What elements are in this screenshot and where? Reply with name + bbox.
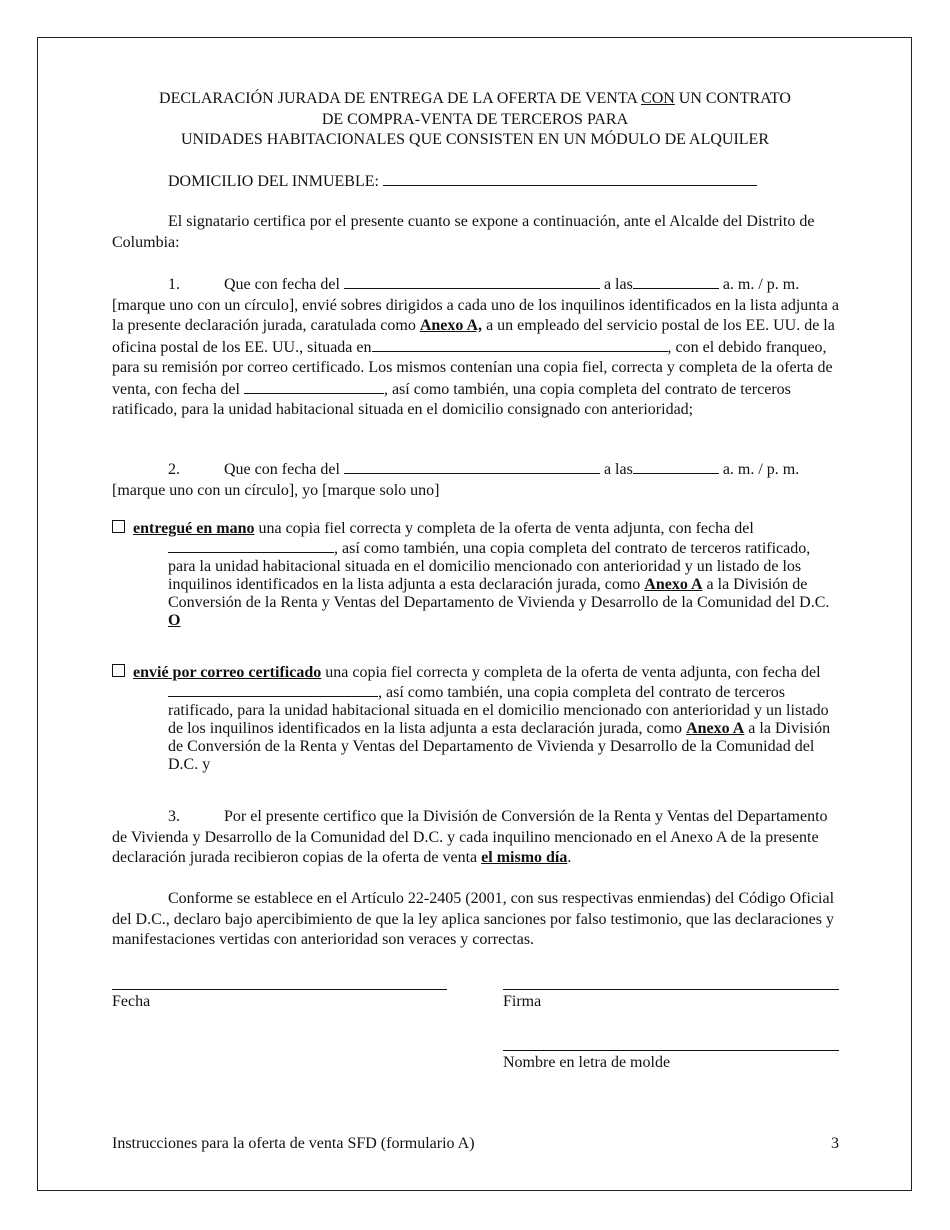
item1-offer-date-blank[interactable] xyxy=(244,379,384,394)
document-title: DECLARACIÓN JURADA DE ENTREGA DE LA OFERTA DE VENTA CON UN CONTRATO DE COMPRA-VENTA DE TERCEROS PARA UNIDADES HABITACIONALES QUE CONSISTEN EN UN MÓDULO DE ALQUILER xyxy=(159,90,791,148)
printed-name-label: Nombre en letra de molde xyxy=(503,1054,671,1071)
option-hand-delivery: entregué en mano una copia fiel correcta y completa de la oferta de venta adjunta, con fecha del , así como también, una copia completa del contrato de terceros ratificado, para la unidad habitacional situada en el domicilio mencionado con anterioridad y un listado de los inquilinos identificados en la lista adjunta a esta declaración jurada, como Anexo A a la División de Conversión de la Renta y Ventas del Departamento de Vivienda y Desarrollo de la Comunidad del D.C. O xyxy=(112,520,839,630)
item1-date-blank[interactable] xyxy=(344,274,600,289)
item-1: 1. Que con fecha del a las a. m. / p. m. [marque uno con un círculo], envié sobres dirigidos a cada uno de los inquilinos identificados en la lista adjunta a la presente declaración jurada, caratulada como Anexo A, a un empleado del servicio postal de los EE. UU. de la oficina postal de los EE. UU., situada en , con el debido franqueo, para su remisión por correo certificado. Los mismos contenían una copia fiel, correcta y completa de la oferta de venta, con fecha del , así como también, una copia completa del contrato de terceros ratificado, para la unidad habitacional situada en el domicilio consignado con anterioridad; xyxy=(112,276,839,418)
conclusion-paragraph: Conforme se establece en el Artículo 22-2405 (2001, con sus respectivas enmiendas) del Código Oficial del D.C., declaro bajo apercibimiento de que la ley aplica sanciones por falso testimonio, que las declaraciones y manifestaciones vertidas con anterioridad son veraces y correctas. xyxy=(112,890,835,948)
mail-offer-date-blank[interactable] xyxy=(168,682,378,697)
item1-postoffice-blank-2[interactable] xyxy=(612,337,668,352)
hand-offer-date-blank[interactable] xyxy=(168,538,334,553)
date-label: Fecha xyxy=(112,993,151,1010)
certified-mail-checkbox[interactable] xyxy=(112,664,125,677)
address-label: DOMICILIO DEL INMUEBLE: xyxy=(168,173,379,190)
signature-label: Firma xyxy=(503,993,542,1010)
page-number: 3 xyxy=(831,1135,839,1152)
item2-date-blank[interactable] xyxy=(344,459,600,474)
intro-paragraph: El signatario certifica por el presente cuanto se expone a continuación, ante el Alcalde del Distrito de Columbia: xyxy=(112,213,815,251)
item-2: 2. Que con fecha del a las a. m. / p. m. [marque uno con un círculo], yo [marque solo uno] xyxy=(112,461,800,499)
item1-time-blank[interactable] xyxy=(633,274,719,289)
property-address xyxy=(112,171,839,193)
item2-time-blank[interactable] xyxy=(633,459,719,474)
hand-delivery-checkbox[interactable] xyxy=(112,520,125,533)
printed-name-line[interactable] xyxy=(503,1050,839,1051)
option-certified-mail: envié por correo certificado una copia fiel correcta y completa de la oferta de venta adjunta, con fecha del , así como también, una copia completa del contrato de terceros ratificado, para la unidad habitacional situada en el domicilio mencionado con anterioridad y un listado de los inquilinos identificados en la lista adjunta a esta declaración jurada, como Anexo A a la División de Conversión de la Renta y Ventas del Departamento de Vivienda y Desarrollo de la Comunidad del D.C. y xyxy=(112,664,839,774)
footer-text: Instrucciones para la oferta de venta SFD (formulario A) xyxy=(112,1135,475,1152)
item1-postoffice-blank[interactable] xyxy=(372,337,612,352)
signature-line[interactable] xyxy=(503,989,839,990)
address-blank[interactable] xyxy=(383,171,757,186)
item-3: 3. Por el presente certifico que la División de Conversión de la Renta y Ventas del Departamento de Vivienda y Desarrollo de la Comunidad del D.C. y cada inquilino mencionado en el Anexo A de la presente declaración jurada recibieron copias de la oferta de venta el mismo día. xyxy=(112,808,828,866)
date-signature-line[interactable] xyxy=(112,989,447,990)
page-footer xyxy=(112,1135,839,1153)
